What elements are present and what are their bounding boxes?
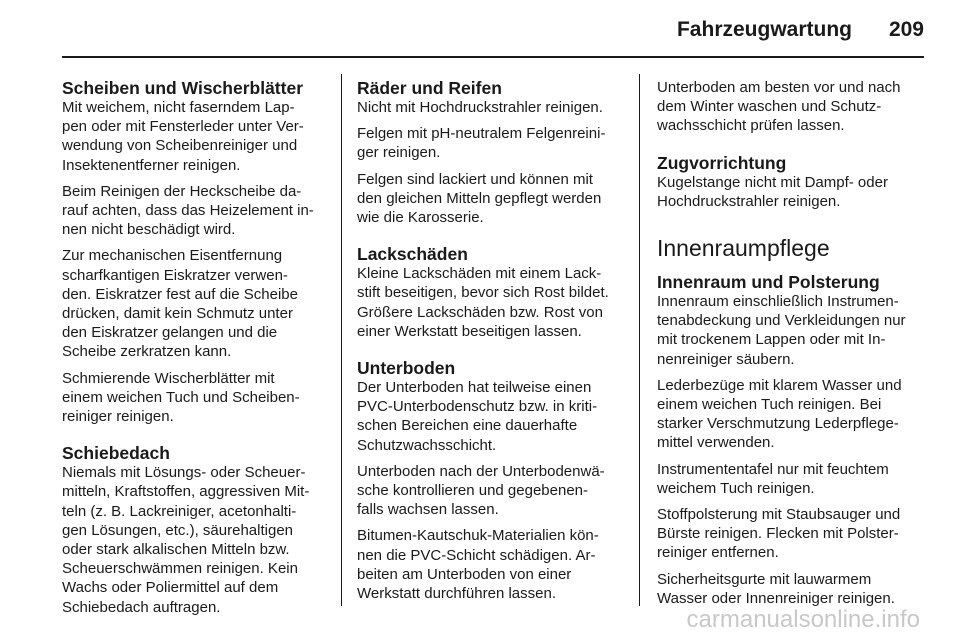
text-line: Felgen mit pH-neutralem Felgenreini-: [357, 125, 606, 143]
heading-lackschaeden: Lackschäden: [357, 244, 468, 265]
paragraph: [357, 170, 619, 228]
watermark: carmanualsonline.info: [686, 606, 920, 633]
text-line: den. Eiskratzer fest auf die Scheibe: [62, 285, 298, 303]
text-line: oder stark alkalischen Mitteln bzw.: [62, 541, 290, 559]
text-line: Stoffpolsterung mit Staubsauger und: [657, 506, 901, 524]
text-line: Sicherheitsgurte mit lauwarmem: [657, 570, 872, 588]
paragraph: [657, 173, 919, 211]
text-line: reiniger reinigen.: [62, 408, 174, 426]
text-line: reiniger entfernen.: [657, 544, 779, 562]
header-rule: [62, 56, 924, 58]
text-line: mit trockenem Lappen oder mit In-: [657, 331, 886, 349]
text-line: rauf achten, dass das Heizelement in-: [62, 202, 314, 220]
text-line: Insektenentferner reinigen.: [62, 156, 241, 174]
heading-innenraum-polsterung: Innenraum und Polsterung: [657, 272, 880, 293]
text-line: Scheibe zerkratzen kann.: [62, 343, 232, 361]
paragraph: [657, 292, 919, 369]
heading-zugvorrichtung: Zugvorrichtung: [657, 152, 787, 173]
paragraph: [62, 182, 324, 240]
text-line: Bitumen-Kautschuk-Materialien kön-: [357, 527, 599, 545]
column-2: [357, 78, 619, 610]
paragraph: [357, 124, 619, 162]
text-line: einem weichen Tuch reinigen. Bei: [657, 396, 882, 414]
text-line: Scheuerschwämmen reinigen. Kein: [62, 560, 298, 578]
text-line: Werkstatt durchführen lassen.: [357, 585, 556, 603]
text-line: nenreiniger säubern.: [657, 350, 795, 368]
text-line: Unterboden am besten vor und nach: [657, 79, 901, 96]
text-line: wachsschicht prüfen lassen.: [657, 117, 845, 135]
text-line: mitteln, Kraftstoffen, aggressiven Mit-: [62, 483, 310, 501]
text-line: schen Bereichen eine dauerhafte: [357, 417, 578, 435]
text-line: Felgen sind lackiert und können mit: [357, 170, 593, 188]
heading-scheiben: Scheiben und Wischerblätter: [62, 78, 304, 98]
text-line: beiten am Unterboden von einer: [357, 565, 572, 583]
text-line: Wachs oder Poliermittel auf dem: [62, 579, 279, 597]
text-line: PVC-Unterbodenschutz bzw. in kriti-: [357, 398, 598, 416]
column-divider-1: [341, 74, 342, 606]
text-line: sche kontrollieren und gegebenen-: [357, 482, 588, 500]
text-line: Größere Lackschäden bzw. Rost von: [357, 303, 603, 321]
paragraph: [62, 463, 324, 617]
paragraph: [357, 526, 619, 603]
text-line: mittel verwenden.: [657, 434, 775, 452]
column-3: [657, 78, 919, 615]
text-line: stift beseitigen, bevor sich Rost bildet.: [357, 284, 609, 302]
text-line: Nicht mit Hochdruckstrahler reinigen.: [357, 99, 603, 116]
text-line: Bürste reinigen. Flecken mit Polster-: [657, 525, 899, 543]
text-line: teln (z. B. Lackreiniger, acetonhalti-: [62, 502, 297, 520]
text-line: drücken, damit kein Schmutz unter: [62, 305, 293, 323]
text-line: wendung von Scheibenreiniger und: [62, 137, 298, 155]
paragraph: [357, 98, 619, 117]
text-line: Zur mechanischen Eisentfernung: [62, 247, 283, 265]
paragraph: [657, 460, 919, 498]
heading-innenraumpflege: Innenraumpflege: [657, 235, 830, 262]
text-line: tenabdeckung und Verkleidungen nur: [657, 312, 906, 330]
text-line: starker Verschmutzung Lederpflege-: [657, 415, 899, 433]
text-line: Instrumententafel nur mit feuchtem: [657, 460, 889, 478]
text-line: Lederbezüge mit klarem Wasser und: [657, 376, 902, 394]
text-line: pen oder mit Fensterleder unter Ver-: [62, 118, 304, 136]
text-line: einer Werkstatt beseitigen lassen.: [357, 322, 582, 340]
heading-raeder: Räder und Reifen: [357, 78, 502, 98]
paragraph: [657, 570, 919, 608]
text-line: falls wachsen lassen.: [357, 501, 499, 519]
text-line: Schmierende Wischerblätter mit: [62, 369, 275, 387]
paragraph: [657, 505, 919, 563]
text-line: gen Lösungen, etc.), säurehaltigen: [62, 521, 293, 539]
paragraph: [357, 264, 619, 341]
text-line: den gleichen Mitteln gepflegt werden: [357, 189, 602, 207]
paragraph: [657, 78, 919, 136]
text-line: Kugelstange nicht mit Dampf- oder: [657, 173, 888, 191]
text-line: Schutzwachsschicht.: [357, 436, 497, 454]
paragraph: [657, 376, 919, 453]
text-line: weichem Tuch reinigen.: [657, 479, 815, 497]
heading-unterboden: Unterboden: [357, 358, 456, 379]
text-line: nen die PVC-Schicht schädigen. Ar-: [357, 546, 596, 564]
text-line: den Eiskratzer gelangen und die: [62, 324, 278, 342]
paragraph: [62, 98, 324, 175]
text-line: Niemals mit Lösungs- oder Scheuer-: [62, 464, 306, 482]
text-line: Schiebedach auftragen.: [62, 598, 221, 616]
text-line: Kleine Lackschäden mit einem Lack-: [357, 265, 602, 283]
page-header: [0, 0, 960, 70]
text-line: Beim Reinigen der Heckscheibe da-: [62, 182, 302, 200]
column-1: [62, 78, 324, 624]
text-line: Mit weichem, nicht faserndem Lap-: [62, 99, 295, 116]
paragraph: [357, 378, 619, 455]
text-line: Innenraum einschließlich Instrumen-: [657, 293, 899, 311]
text-line: Unterboden nach der Unterbodenwä-: [357, 462, 605, 480]
text-line: nen nicht beschädigt wird.: [62, 221, 236, 239]
paragraph: [357, 462, 619, 520]
text-line: wie die Karosserie.: [357, 209, 484, 227]
paragraph: [62, 246, 324, 361]
page-number: 209: [888, 18, 924, 41]
text-line: ger reinigen.: [357, 144, 441, 162]
paragraph: [62, 369, 324, 427]
text-line: Hochdruckstrahler reinigen.: [657, 192, 841, 210]
text-line: Wasser oder Innenreiniger reinigen.: [657, 589, 895, 607]
text-line: Der Unterboden hat teilweise einen: [357, 379, 592, 397]
text-line: einem weichen Tuch und Scheiben-: [62, 388, 300, 406]
text-line: scharfkantigen Eiskratzer verwen-: [62, 266, 288, 284]
text-line: dem Winter waschen und Schutz-: [657, 98, 882, 116]
heading-schiebedach: Schiebedach: [62, 443, 170, 464]
page-title: Fahrzeugwartung: [676, 18, 852, 41]
column-divider-2: [639, 74, 640, 606]
